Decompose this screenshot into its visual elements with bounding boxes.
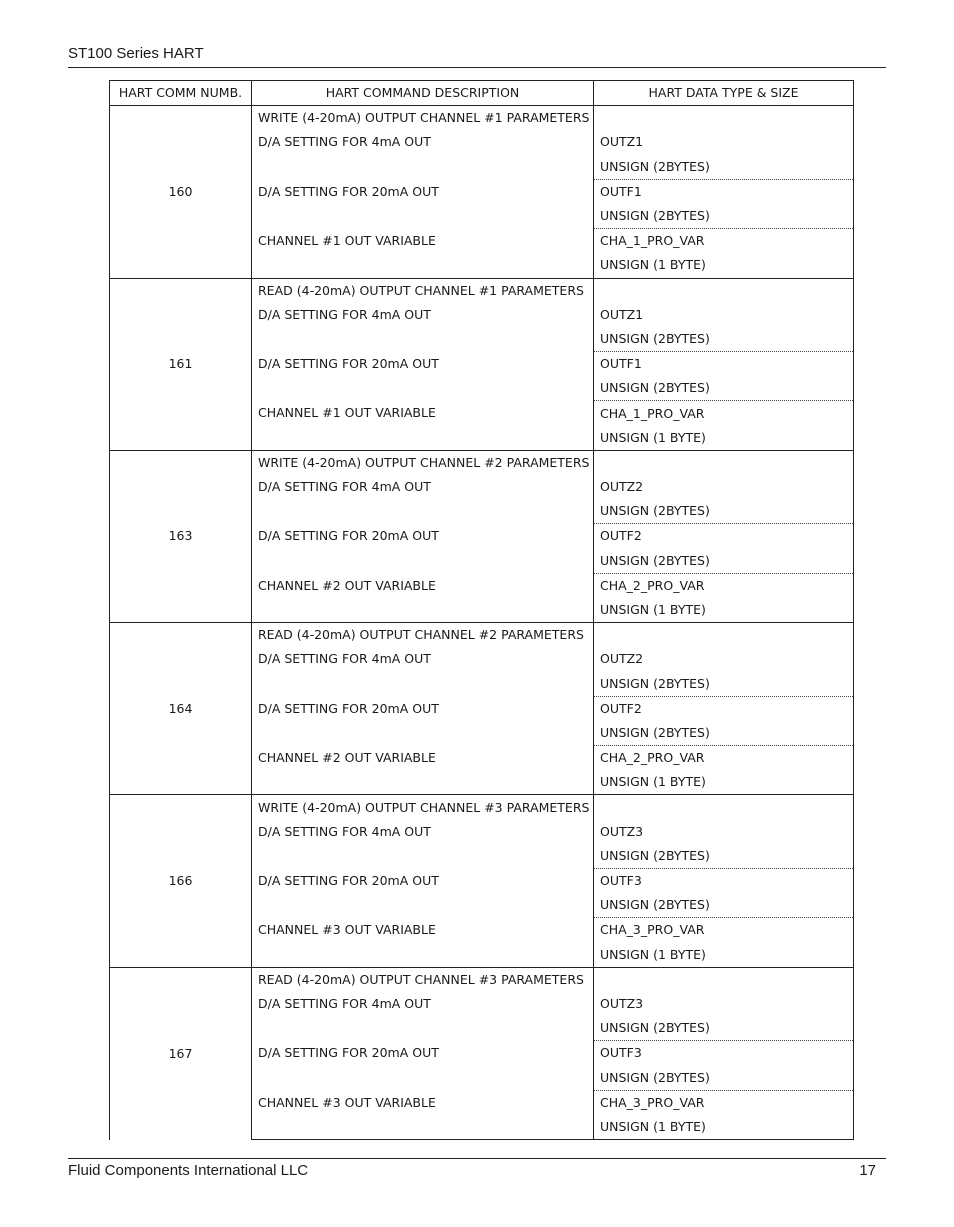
command-description-cell <box>252 1066 594 1091</box>
command-description-cell: CHANNEL #3 OUT VARIABLE <box>252 1090 594 1115</box>
data-type-cell: OUTF1 <box>594 352 854 377</box>
command-description-cell: D/A SETTING FOR 4mA OUT <box>252 992 594 1016</box>
command-description-cell: READ (4-20mA) OUTPUT CHANNEL #2 PARAMETERS <box>252 623 594 648</box>
command-description-cell <box>252 598 594 623</box>
command-number-cell: 166 <box>110 795 252 967</box>
command-description-cell <box>252 155 594 180</box>
page-header-title: ST100 Series HART <box>68 45 204 62</box>
column-header-comm-numb: HART COMM NUMB. <box>110 81 252 106</box>
data-type-cell: UNSIGN (2BYTES) <box>594 155 854 180</box>
command-description-cell <box>252 327 594 352</box>
data-type-cell <box>594 450 854 475</box>
data-type-cell: UNSIGN (1 BYTE) <box>594 253 854 278</box>
command-description-cell: D/A SETTING FOR 20mA OUT <box>252 179 594 204</box>
command-description-cell <box>252 721 594 746</box>
footer-rule <box>68 1158 886 1159</box>
data-type-cell: CHA_2_PRO_VAR <box>594 573 854 598</box>
command-description-cell <box>252 499 594 524</box>
data-type-cell: OUTF1 <box>594 179 854 204</box>
command-description-cell <box>252 770 594 795</box>
table-row <box>110 450 854 475</box>
command-description-cell: CHANNEL #3 OUT VARIABLE <box>252 918 594 943</box>
command-number-cell: 161 <box>110 278 252 450</box>
command-description-cell: D/A SETTING FOR 20mA OUT <box>252 524 594 549</box>
command-description-cell <box>252 376 594 401</box>
data-type-cell: OUTZ3 <box>594 820 854 844</box>
data-type-cell: UNSIGN (2BYTES) <box>594 204 854 229</box>
table-header-row <box>110 81 854 106</box>
command-description-cell: D/A SETTING FOR 4mA OUT <box>252 303 594 327</box>
command-description-cell <box>252 204 594 229</box>
data-type-cell: UNSIGN (2BYTES) <box>594 1066 854 1091</box>
data-type-cell: UNSIGN (2BYTES) <box>594 1016 854 1041</box>
command-description-cell: READ (4-20mA) OUTPUT CHANNEL #3 PARAMETERS <box>252 967 594 992</box>
data-type-cell: OUTZ1 <box>594 303 854 327</box>
header-rule <box>68 67 886 68</box>
command-description-cell: CHANNEL #1 OUT VARIABLE <box>252 401 594 426</box>
data-type-cell <box>594 623 854 648</box>
column-header-data-type-size: HART DATA TYPE & SIZE <box>594 81 854 106</box>
data-type-cell: OUTF3 <box>594 1041 854 1066</box>
data-type-cell: UNSIGN (2BYTES) <box>594 499 854 524</box>
data-type-cell: UNSIGN (2BYTES) <box>594 721 854 746</box>
data-type-cell: UNSIGN (2BYTES) <box>594 893 854 918</box>
data-type-cell: UNSIGN (2BYTES) <box>594 376 854 401</box>
data-type-cell: CHA_2_PRO_VAR <box>594 746 854 771</box>
hart-command-table <box>109 80 854 1140</box>
command-description-cell: CHANNEL #2 OUT VARIABLE <box>252 746 594 771</box>
command-description-cell <box>252 1115 594 1140</box>
data-type-cell: UNSIGN (1 BYTE) <box>594 770 854 795</box>
data-type-cell: OUTF2 <box>594 696 854 721</box>
footer-company: Fluid Components International LLC <box>68 1162 309 1179</box>
command-description-cell <box>252 943 594 968</box>
table-row <box>110 795 854 820</box>
command-description-cell <box>252 253 594 278</box>
data-type-cell: OUTZ2 <box>594 647 854 671</box>
command-description-cell <box>252 1016 594 1041</box>
command-number-cell: 167 <box>110 967 252 1139</box>
data-type-cell: UNSIGN (1 BYTE) <box>594 943 854 968</box>
command-description-cell <box>252 672 594 697</box>
footer-page-number: 17 <box>859 1162 876 1179</box>
data-type-cell <box>594 278 854 303</box>
command-description-cell: WRITE (4-20mA) OUTPUT CHANNEL #1 PARAMETERS <box>252 106 594 131</box>
command-description-cell <box>252 426 594 451</box>
data-type-cell: OUTF3 <box>594 869 854 894</box>
command-description-cell: WRITE (4-20mA) OUTPUT CHANNEL #2 PARAMETERS <box>252 450 594 475</box>
data-type-cell: UNSIGN (2BYTES) <box>594 844 854 869</box>
table-row <box>110 278 854 303</box>
data-type-cell: OUTF2 <box>594 524 854 549</box>
command-description-cell: D/A SETTING FOR 20mA OUT <box>252 1041 594 1066</box>
command-description-cell: D/A SETTING FOR 20mA OUT <box>252 352 594 377</box>
command-description-cell <box>252 549 594 574</box>
data-type-cell: CHA_3_PRO_VAR <box>594 1090 854 1115</box>
command-description-cell: D/A SETTING FOR 20mA OUT <box>252 869 594 894</box>
command-description-cell: D/A SETTING FOR 20mA OUT <box>252 696 594 721</box>
table-row <box>110 106 854 131</box>
command-description-cell: D/A SETTING FOR 4mA OUT <box>252 130 594 154</box>
command-description-cell <box>252 844 594 869</box>
command-description-cell <box>252 893 594 918</box>
data-type-cell <box>594 967 854 992</box>
command-number-cell: 163 <box>110 450 252 622</box>
table-row <box>110 967 854 992</box>
data-type-cell: CHA_3_PRO_VAR <box>594 918 854 943</box>
data-type-cell: CHA_1_PRO_VAR <box>594 229 854 254</box>
data-type-cell: OUTZ3 <box>594 992 854 1016</box>
data-type-cell: UNSIGN (2BYTES) <box>594 327 854 352</box>
command-number-cell: 164 <box>110 623 252 795</box>
data-type-cell: OUTZ1 <box>594 130 854 154</box>
command-description-cell: READ (4-20mA) OUTPUT CHANNEL #1 PARAMETERS <box>252 278 594 303</box>
data-type-cell: UNSIGN (2BYTES) <box>594 672 854 697</box>
table-body <box>110 106 854 1140</box>
command-description-cell: CHANNEL #1 OUT VARIABLE <box>252 229 594 254</box>
data-type-cell: OUTZ2 <box>594 475 854 499</box>
command-description-cell: WRITE (4-20mA) OUTPUT CHANNEL #3 PARAMETERS <box>252 795 594 820</box>
column-header-command-description: HART COMMAND DESCRIPTION <box>252 81 594 106</box>
data-type-cell: UNSIGN (2BYTES) <box>594 549 854 574</box>
data-type-cell: CHA_1_PRO_VAR <box>594 401 854 426</box>
command-number-cell: 160 <box>110 106 252 278</box>
data-type-cell: UNSIGN (1 BYTE) <box>594 426 854 451</box>
data-type-cell <box>594 795 854 820</box>
data-type-cell <box>594 106 854 131</box>
data-type-cell: UNSIGN (1 BYTE) <box>594 1115 854 1140</box>
command-description-cell: D/A SETTING FOR 4mA OUT <box>252 647 594 671</box>
data-type-cell: UNSIGN (1 BYTE) <box>594 598 854 623</box>
table-row <box>110 623 854 648</box>
command-description-cell: D/A SETTING FOR 4mA OUT <box>252 820 594 844</box>
command-description-cell: CHANNEL #2 OUT VARIABLE <box>252 573 594 598</box>
command-description-cell: D/A SETTING FOR 4mA OUT <box>252 475 594 499</box>
